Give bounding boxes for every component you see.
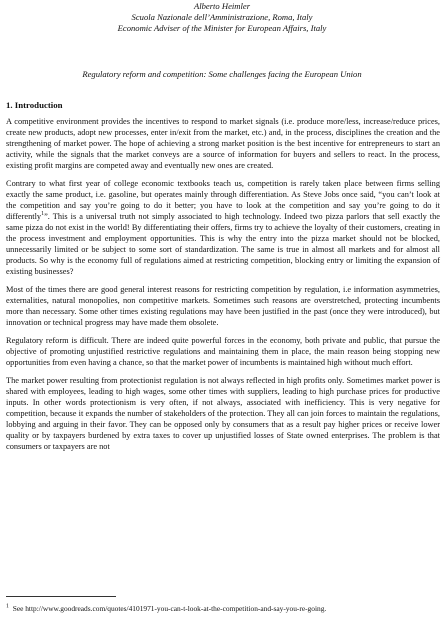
footnote-text: See http://www.goodreads.com/quotes/4101971-you-can-t-look-at-the-competition-and-say-you-re-going. [12, 604, 327, 613]
paragraph-4: Regulatory reform is difficult. There are indeed quite powerful forces in the economy, both private and public, that pursue the objective of promoting unjustified restrictive regulations and maintaining them in place, the main reason being stopping new opportunities from even having a chance, so that the market power of incumbents is maintained high without much effort. [6, 336, 440, 367]
section-body [6, 116, 440, 459]
author-affiliation: Scuola Nazionale dell’Amministrazione, Roma, Italy [131, 12, 313, 22]
paragraph-2-part-2: ”. This is a universal truth not simply associated to high technology. Indeed two pizza parlors that sell exactly the same pizza do not exist in the world! By differentiating their offers, firms try to achieve the loyalty of their customers, creating in the process investment and employment opportunities. This is why the entry into the pizza market should not be blocked, unnecessarily limited or be subject to some sort of standardization. The same is true in almost all markets and for almost all products. So why is the economy full of regulations aimed at restricting competition, blocking entry or limiting the expansion of existing businesses? [6, 212, 440, 276]
paragraph-2-part-1: Contrary to what first year of college economic textbooks teach us, competition is rarely taken place between firms selling exactly the same product, i.e. gasoline, but operates mainly through differentiation. As Steve Jobs once said, “you can’t look at the competition and say you’re going to do it better; you have to look at the competition and say you’re going to do it differently [6, 179, 440, 221]
paragraph-5: The market power resulting from protectionist regulation is not always reflected in high profits only. Sometimes market power is shared with employees, leading to high wages, some other times with suppliers, leading to high purchase prices for productive inputs. In other words protectionism is very often, if not always, associated with inefficiency. This is very negative for competition, because it expands the number of stakeholders of the protection. They all can join forces to maintain the regulations, lobbying and arguing in their favor. They can be opposed only by consumers that as a result pay higher prices or receive lower quality or by taxpayers burdened by extra taxes to cover up unjustified losses of State owned enterprises. The problem is that consumers or taxpayers are not [6, 376, 440, 451]
paragraph-2 [6, 178, 440, 277]
paragraph-3: Most of the times there are good general interest reasons for restricting competition by regulation, i.e information asymmetries, externalities, natural monopolies, non competitive markets. Sometimes such reasons are overstretched, protecting incumbents more than necessary. Some other times existing regulations may have been justified in the past (once they were introduced), but innovation or technical progress may have made them obsolete. [6, 285, 440, 327]
paper-title: Regulatory reform and competition: Some challenges facing the European Union [82, 69, 362, 79]
section-heading: 1. Introduction [6, 100, 63, 110]
footnote [6, 604, 438, 614]
author-name: Alberto Heimler [193, 1, 251, 11]
footnote-reference: 1 [41, 211, 45, 218]
footnote-marker: 1 [6, 603, 9, 610]
paragraph-1: A competitive environment provides the incentives to respond to market signals (i.e. produce more/less, increase/reduce prices, create new products, adopt new processes, enter in/exit from the market, etc.) and, in the process, disciplines the creation and the strengthening of market power. The hope of achieving a strong market position is the best incentive for entrepreneurs to start an activity, while the signals that the market conveys are a source of information for buyers and sellers to react. In the process, existing profit margins are competed away and eventually new ones are created. [6, 117, 440, 170]
paper-header [0, 1, 444, 34]
author-role: Economic Adviser of the Minister for European Affairs, Italy [117, 23, 327, 33]
footnote-divider [6, 596, 116, 597]
